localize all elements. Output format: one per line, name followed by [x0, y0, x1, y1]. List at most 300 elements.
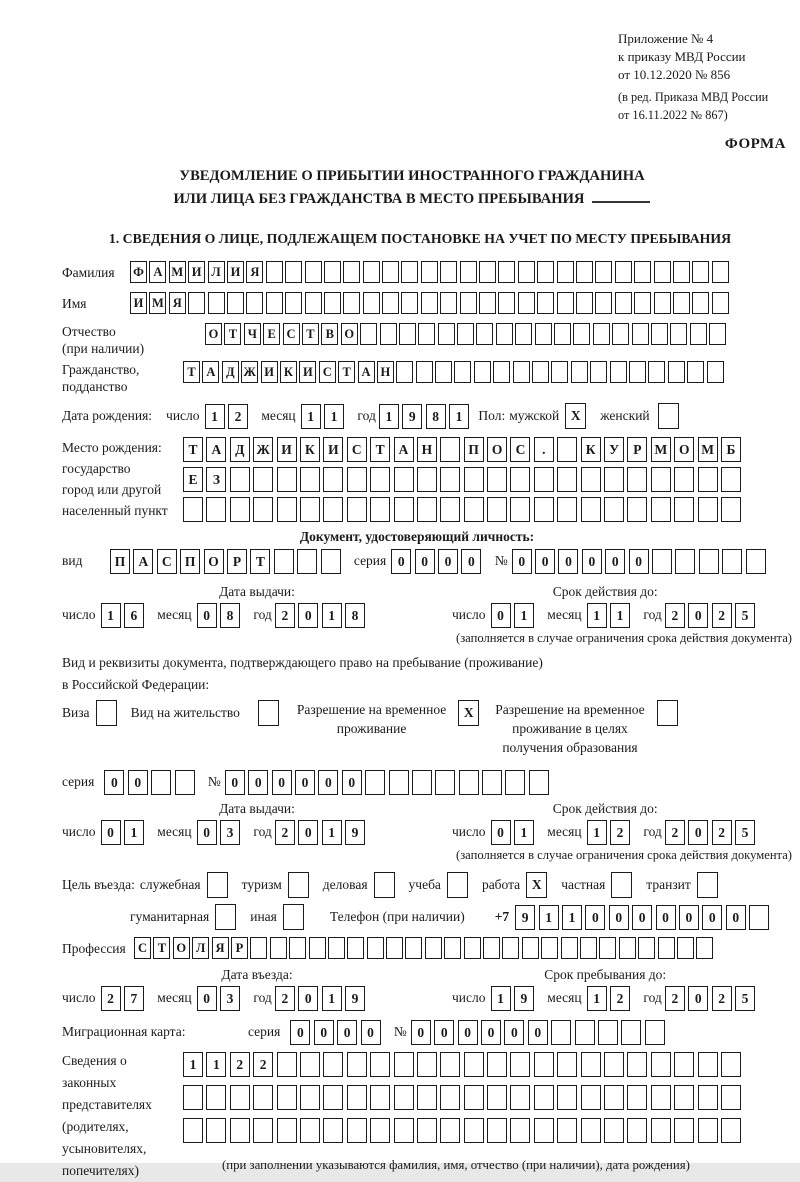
purpose-study-checkbox[interactable]	[447, 872, 468, 898]
char-box[interactable]	[444, 937, 461, 959]
purpose-other-checkbox[interactable]	[283, 904, 304, 930]
char-box[interactable]: 2	[712, 820, 732, 845]
char-box[interactable]	[175, 770, 195, 795]
char-box[interactable]: Т	[302, 323, 319, 345]
char-box[interactable]	[709, 323, 726, 345]
char-box[interactable]	[323, 1118, 343, 1143]
char-box[interactable]: 0	[391, 549, 411, 574]
char-box[interactable]: 2	[610, 986, 630, 1011]
char-box[interactable]: Т	[224, 323, 241, 345]
char-box[interactable]	[206, 497, 226, 522]
char-box[interactable]	[627, 497, 647, 522]
char-box[interactable]	[363, 261, 380, 283]
char-box[interactable]	[696, 937, 713, 959]
char-box[interactable]	[183, 1118, 203, 1143]
char-box[interactable]	[347, 1085, 367, 1110]
char-box[interactable]: 1	[587, 820, 607, 845]
char-box[interactable]: 1	[301, 404, 321, 429]
char-box[interactable]	[749, 905, 769, 930]
char-box[interactable]	[464, 1118, 484, 1143]
char-box[interactable]: 3	[220, 820, 240, 845]
char-box[interactable]	[673, 292, 690, 314]
char-box[interactable]	[277, 1085, 297, 1110]
char-box[interactable]	[479, 261, 496, 283]
char-box[interactable]: Т	[153, 937, 170, 959]
char-box[interactable]: 1	[379, 404, 399, 429]
char-box[interactable]	[561, 937, 578, 959]
char-box[interactable]	[537, 292, 554, 314]
char-box[interactable]	[347, 467, 367, 492]
char-box[interactable]	[417, 1085, 437, 1110]
char-box[interactable]	[440, 1085, 460, 1110]
char-box[interactable]	[305, 261, 322, 283]
char-box[interactable]	[496, 323, 513, 345]
char-box[interactable]: Р	[227, 549, 247, 574]
char-box[interactable]	[418, 323, 435, 345]
char-box[interactable]	[658, 937, 675, 959]
char-box[interactable]	[464, 937, 481, 959]
char-box[interactable]	[581, 467, 601, 492]
char-box[interactable]: 0	[104, 770, 124, 795]
char-box[interactable]: 0	[702, 905, 722, 930]
char-box[interactable]	[394, 497, 414, 522]
char-box[interactable]	[416, 361, 433, 383]
char-box[interactable]	[746, 549, 766, 574]
char-box[interactable]	[604, 1118, 624, 1143]
char-box[interactable]	[722, 549, 742, 574]
char-box[interactable]	[673, 261, 690, 283]
char-box[interactable]: 8	[426, 404, 446, 429]
char-box[interactable]	[405, 937, 422, 959]
char-box[interactable]	[300, 1118, 320, 1143]
char-box[interactable]: 2	[665, 820, 685, 845]
char-box[interactable]	[421, 261, 438, 283]
char-box[interactable]	[513, 361, 530, 383]
char-box[interactable]	[474, 361, 491, 383]
char-box[interactable]	[266, 292, 283, 314]
char-box[interactable]: 0	[481, 1020, 501, 1045]
char-box[interactable]	[266, 261, 283, 283]
char-box[interactable]	[300, 497, 320, 522]
purpose-official-checkbox[interactable]	[207, 872, 228, 898]
char-box[interactable]	[343, 292, 360, 314]
char-box[interactable]: З	[206, 467, 226, 492]
char-box[interactable]	[382, 261, 399, 283]
char-box[interactable]: 1	[514, 820, 534, 845]
char-box[interactable]: 0	[632, 905, 652, 930]
char-box[interactable]	[529, 770, 549, 795]
char-box[interactable]	[648, 361, 665, 383]
char-box[interactable]	[277, 1118, 297, 1143]
char-box[interactable]: Т	[370, 437, 390, 462]
char-box[interactable]: 0	[298, 986, 318, 1011]
char-box[interactable]: Н	[377, 361, 394, 383]
char-box[interactable]	[417, 497, 437, 522]
char-box[interactable]	[401, 261, 418, 283]
char-box[interactable]	[580, 937, 597, 959]
char-box[interactable]: 0	[688, 603, 708, 628]
char-box[interactable]	[464, 497, 484, 522]
char-box[interactable]	[510, 467, 530, 492]
char-box[interactable]: 2	[665, 986, 685, 1011]
char-box[interactable]	[440, 437, 460, 462]
char-box[interactable]	[621, 1020, 641, 1045]
char-box[interactable]: 0	[342, 770, 362, 795]
char-box[interactable]: 1	[539, 905, 559, 930]
char-box[interactable]	[382, 292, 399, 314]
char-box[interactable]	[476, 323, 493, 345]
char-box[interactable]	[522, 937, 539, 959]
char-box[interactable]: Т	[338, 361, 355, 383]
char-box[interactable]: 0	[128, 770, 148, 795]
char-box[interactable]: 2	[275, 986, 295, 1011]
char-box[interactable]: 8	[345, 603, 365, 628]
char-box[interactable]	[389, 770, 409, 795]
char-box[interactable]: 9	[514, 986, 534, 1011]
char-box[interactable]: Л	[208, 261, 225, 283]
char-box[interactable]	[590, 361, 607, 383]
char-box[interactable]	[510, 1052, 530, 1077]
char-box[interactable]	[627, 467, 647, 492]
char-box[interactable]	[274, 549, 294, 574]
char-box[interactable]	[435, 770, 455, 795]
char-box[interactable]	[328, 937, 345, 959]
char-box[interactable]: С	[510, 437, 530, 462]
char-box[interactable]	[440, 467, 460, 492]
char-box[interactable]	[464, 467, 484, 492]
char-box[interactable]: 1	[491, 986, 511, 1011]
char-box[interactable]	[651, 323, 668, 345]
char-box[interactable]	[532, 361, 549, 383]
char-box[interactable]: Ж	[253, 437, 273, 462]
char-box[interactable]	[482, 770, 502, 795]
char-box[interactable]	[674, 1118, 694, 1143]
char-box[interactable]	[285, 261, 302, 283]
purpose-private-checkbox[interactable]	[611, 872, 632, 898]
char-box[interactable]: И	[227, 261, 244, 283]
char-box[interactable]	[557, 261, 574, 283]
char-box[interactable]	[721, 1085, 741, 1110]
char-box[interactable]	[554, 323, 571, 345]
char-box[interactable]	[629, 361, 646, 383]
char-box[interactable]	[421, 292, 438, 314]
char-box[interactable]	[487, 1118, 507, 1143]
char-box[interactable]: И	[277, 437, 297, 462]
char-box[interactable]	[417, 467, 437, 492]
char-box[interactable]	[277, 1052, 297, 1077]
char-box[interactable]	[604, 1052, 624, 1077]
char-box[interactable]	[347, 1118, 367, 1143]
char-box[interactable]	[487, 467, 507, 492]
char-box[interactable]	[581, 1118, 601, 1143]
char-box[interactable]: 5	[735, 603, 755, 628]
char-box[interactable]	[246, 292, 263, 314]
char-box[interactable]	[557, 292, 574, 314]
char-box[interactable]: 0	[582, 549, 602, 574]
char-box[interactable]	[285, 292, 302, 314]
char-box[interactable]	[323, 467, 343, 492]
char-box[interactable]	[551, 361, 568, 383]
char-box[interactable]: 2	[228, 404, 248, 429]
char-box[interactable]	[692, 292, 709, 314]
char-box[interactable]	[557, 497, 577, 522]
char-box[interactable]	[208, 292, 225, 314]
char-box[interactable]: 9	[345, 986, 365, 1011]
char-box[interactable]	[270, 937, 287, 959]
char-box[interactable]	[370, 1052, 390, 1077]
char-box[interactable]	[454, 361, 471, 383]
char-box[interactable]: А	[149, 261, 166, 283]
char-box[interactable]: И	[261, 361, 278, 383]
char-box[interactable]: 0	[101, 820, 121, 845]
char-box[interactable]	[515, 323, 532, 345]
char-box[interactable]	[394, 1052, 414, 1077]
char-box[interactable]: И	[130, 292, 147, 314]
char-box[interactable]	[690, 323, 707, 345]
char-box[interactable]	[557, 1085, 577, 1110]
char-box[interactable]	[323, 1085, 343, 1110]
char-box[interactable]: 0	[491, 820, 511, 845]
char-box[interactable]	[230, 1118, 250, 1143]
char-box[interactable]	[651, 497, 671, 522]
char-box[interactable]	[297, 549, 317, 574]
char-box[interactable]	[343, 261, 360, 283]
char-box[interactable]	[460, 292, 477, 314]
char-box[interactable]: И	[323, 437, 343, 462]
char-box[interactable]	[464, 1052, 484, 1077]
char-box[interactable]: 1	[322, 986, 342, 1011]
char-box[interactable]	[518, 261, 535, 283]
char-box[interactable]: 1	[206, 1052, 226, 1077]
char-box[interactable]: 5	[735, 820, 755, 845]
char-box[interactable]	[510, 497, 530, 522]
char-box[interactable]	[309, 937, 326, 959]
char-box[interactable]	[417, 1118, 437, 1143]
char-box[interactable]	[380, 323, 397, 345]
char-box[interactable]	[698, 1052, 718, 1077]
char-box[interactable]: 0	[656, 905, 676, 930]
char-box[interactable]	[206, 1118, 226, 1143]
char-box[interactable]: 0	[558, 549, 578, 574]
char-box[interactable]	[654, 292, 671, 314]
char-box[interactable]: 0	[535, 549, 555, 574]
char-box[interactable]: Е	[263, 323, 280, 345]
char-box[interactable]	[575, 1020, 595, 1045]
char-box[interactable]: 9	[345, 820, 365, 845]
char-box[interactable]	[619, 937, 636, 959]
char-box[interactable]	[206, 1085, 226, 1110]
char-box[interactable]	[253, 467, 273, 492]
purpose-humanitarian-checkbox[interactable]	[215, 904, 236, 930]
char-box[interactable]: 1	[449, 404, 469, 429]
purpose-business-checkbox[interactable]	[374, 872, 395, 898]
char-box[interactable]	[627, 1052, 647, 1077]
char-box[interactable]: 1	[587, 986, 607, 1011]
char-box[interactable]: М	[651, 437, 671, 462]
char-box[interactable]	[479, 292, 496, 314]
char-box[interactable]: 1	[101, 603, 121, 628]
char-box[interactable]: 0	[528, 1020, 548, 1045]
char-box[interactable]	[698, 467, 718, 492]
char-box[interactable]: 1	[587, 603, 607, 628]
char-box[interactable]: 0	[512, 549, 532, 574]
char-box[interactable]: О	[173, 937, 190, 959]
char-box[interactable]	[394, 467, 414, 492]
char-box[interactable]: 2	[665, 603, 685, 628]
char-box[interactable]: 1	[322, 603, 342, 628]
char-box[interactable]: 0	[197, 603, 217, 628]
char-box[interactable]	[595, 261, 612, 283]
char-box[interactable]: 0	[688, 820, 708, 845]
char-box[interactable]: Д	[230, 437, 250, 462]
char-box[interactable]: К	[280, 361, 297, 383]
char-box[interactable]	[230, 497, 250, 522]
char-box[interactable]	[557, 467, 577, 492]
char-box[interactable]	[460, 261, 477, 283]
char-box[interactable]	[394, 1085, 414, 1110]
char-box[interactable]: 7	[124, 986, 144, 1011]
char-box[interactable]: 0	[688, 986, 708, 1011]
char-box[interactable]	[394, 1118, 414, 1143]
char-box[interactable]: И	[188, 261, 205, 283]
char-box[interactable]	[253, 1085, 273, 1110]
char-box[interactable]	[230, 467, 250, 492]
char-box[interactable]	[535, 323, 552, 345]
char-box[interactable]	[487, 497, 507, 522]
char-box[interactable]	[399, 323, 416, 345]
char-box[interactable]	[347, 937, 364, 959]
char-box[interactable]	[323, 1052, 343, 1077]
char-box[interactable]	[698, 1085, 718, 1110]
char-box[interactable]: С	[157, 549, 177, 574]
char-box[interactable]	[289, 937, 306, 959]
char-box[interactable]: П	[464, 437, 484, 462]
char-box[interactable]: 0	[298, 820, 318, 845]
char-box[interactable]	[581, 497, 601, 522]
char-box[interactable]: Л	[192, 937, 209, 959]
char-box[interactable]: 2	[275, 820, 295, 845]
residence-permit-checkbox[interactable]	[258, 700, 279, 726]
char-box[interactable]	[576, 292, 593, 314]
char-box[interactable]: Е	[183, 467, 203, 492]
char-box[interactable]: 2	[712, 603, 732, 628]
char-box[interactable]	[557, 437, 577, 462]
char-box[interactable]	[674, 1052, 694, 1077]
char-box[interactable]: 1	[514, 603, 534, 628]
char-box[interactable]	[604, 497, 624, 522]
char-box[interactable]: .	[534, 437, 554, 462]
char-box[interactable]: 0	[434, 1020, 454, 1045]
char-box[interactable]: А	[206, 437, 226, 462]
char-box[interactable]	[721, 497, 741, 522]
char-box[interactable]	[698, 1118, 718, 1143]
char-box[interactable]	[534, 1118, 554, 1143]
char-box[interactable]: К	[581, 437, 601, 462]
char-box[interactable]: 2	[275, 603, 295, 628]
char-box[interactable]	[323, 497, 343, 522]
char-box[interactable]: 8	[220, 603, 240, 628]
char-box[interactable]: 0	[491, 603, 511, 628]
char-box[interactable]	[151, 770, 171, 795]
char-box[interactable]	[651, 467, 671, 492]
char-box[interactable]	[712, 292, 729, 314]
char-box[interactable]	[674, 467, 694, 492]
char-box[interactable]: 2	[253, 1052, 273, 1077]
char-box[interactable]	[505, 770, 525, 795]
char-box[interactable]: Я	[246, 261, 263, 283]
char-box[interactable]: 0	[605, 549, 625, 574]
char-box[interactable]	[677, 937, 694, 959]
char-box[interactable]: 3	[220, 986, 240, 1011]
char-box[interactable]	[250, 937, 267, 959]
purpose-transit-checkbox[interactable]	[697, 872, 718, 898]
char-box[interactable]: Ф	[130, 261, 147, 283]
char-box[interactable]	[498, 261, 515, 283]
char-box[interactable]	[595, 292, 612, 314]
char-box[interactable]	[721, 1052, 741, 1077]
char-box[interactable]: Т	[250, 549, 270, 574]
char-box[interactable]	[615, 292, 632, 314]
char-box[interactable]	[370, 497, 390, 522]
char-box[interactable]	[692, 261, 709, 283]
char-box[interactable]	[230, 1085, 250, 1110]
char-box[interactable]	[634, 292, 651, 314]
char-box[interactable]: 0	[318, 770, 338, 795]
char-box[interactable]: В	[321, 323, 338, 345]
char-box[interactable]	[425, 937, 442, 959]
char-box[interactable]	[367, 937, 384, 959]
char-box[interactable]	[557, 1118, 577, 1143]
char-box[interactable]: 9	[402, 404, 422, 429]
char-box[interactable]: Р	[231, 937, 248, 959]
temp-permit-checkbox[interactable]: X	[458, 700, 479, 726]
char-box[interactable]	[510, 1085, 530, 1110]
char-box[interactable]	[627, 1085, 647, 1110]
char-box[interactable]	[670, 323, 687, 345]
char-box[interactable]: 0	[298, 603, 318, 628]
char-box[interactable]	[253, 497, 273, 522]
visa-checkbox[interactable]	[96, 700, 117, 726]
char-box[interactable]	[651, 1052, 671, 1077]
char-box[interactable]: 0	[585, 905, 605, 930]
char-box[interactable]: О	[487, 437, 507, 462]
char-box[interactable]	[188, 292, 205, 314]
char-box[interactable]: 0	[248, 770, 268, 795]
char-box[interactable]	[347, 497, 367, 522]
char-box[interactable]: О	[341, 323, 358, 345]
char-box[interactable]: С	[347, 437, 367, 462]
char-box[interactable]: М	[698, 437, 718, 462]
char-box[interactable]	[457, 323, 474, 345]
char-box[interactable]: О	[674, 437, 694, 462]
char-box[interactable]: Р	[627, 437, 647, 462]
char-box[interactable]: 1	[205, 404, 225, 429]
char-box[interactable]: 0	[197, 986, 217, 1011]
char-box[interactable]: А	[394, 437, 414, 462]
char-box[interactable]: С	[283, 323, 300, 345]
char-box[interactable]	[541, 937, 558, 959]
char-box[interactable]	[638, 937, 655, 959]
char-box[interactable]	[483, 937, 500, 959]
char-box[interactable]	[712, 261, 729, 283]
char-box[interactable]	[360, 323, 377, 345]
char-box[interactable]	[612, 323, 629, 345]
char-box[interactable]	[537, 261, 554, 283]
char-box[interactable]: Я	[169, 292, 186, 314]
char-box[interactable]	[324, 292, 341, 314]
char-box[interactable]	[687, 361, 704, 383]
char-box[interactable]	[300, 1085, 320, 1110]
